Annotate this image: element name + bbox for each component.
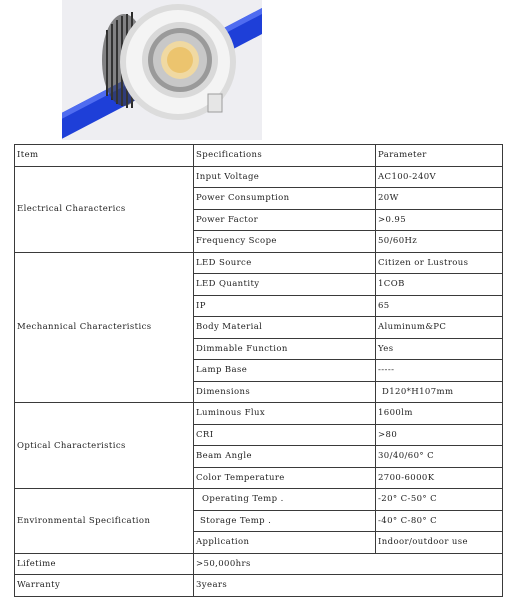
param-cell: ----- [376, 360, 503, 382]
spec-cell: IP [194, 295, 376, 317]
param-cell: -20° C-50° C [376, 489, 503, 511]
table-row [15, 489, 503, 511]
param-cell: 50/60Hz [376, 231, 503, 253]
header-item: Item [15, 145, 194, 167]
category-electrical: Electrical Characterics [15, 166, 194, 252]
param-cell: Indoor/outdoor use [376, 532, 503, 554]
param-cell: -40° C-80° C [376, 510, 503, 532]
table-row [15, 553, 503, 575]
downlight-icon [62, 0, 262, 140]
param-cell: 30/40/60° C [376, 446, 503, 468]
spec-cell: Luminous Flux [194, 403, 376, 425]
table-header-row [15, 145, 503, 167]
param-cell: 1600lm [376, 403, 503, 425]
spec-cell: CRI [194, 424, 376, 446]
warranty-label: Warranty [15, 575, 194, 597]
spec-cell: LED Quantity [194, 274, 376, 296]
spec-cell: Body Material [194, 317, 376, 339]
spec-cell: LED Source [194, 252, 376, 274]
spec-cell: Storage Temp . [194, 510, 376, 532]
param-cell: Citizen or Lustrous [376, 252, 503, 274]
header-specifications: Specifications [194, 145, 376, 167]
param-cell: 1COB [376, 274, 503, 296]
table-row [15, 403, 503, 425]
spec-cell: Operating Temp . [194, 489, 376, 511]
warranty-value: 3years [194, 575, 503, 597]
param-cell: Yes [376, 338, 503, 360]
lifetime-value: >50,000hrs [194, 553, 503, 575]
param-cell: Aluminum&PC [376, 317, 503, 339]
param-cell: D120*H107mm [376, 381, 503, 403]
table-row [15, 252, 503, 274]
table-row [15, 166, 503, 188]
spec-cell: Application [194, 532, 376, 554]
param-cell: >80 [376, 424, 503, 446]
spec-cell: Lamp Base [194, 360, 376, 382]
spec-cell: Beam Angle [194, 446, 376, 468]
param-cell: 65 [376, 295, 503, 317]
param-cell: 2700-6000K [376, 467, 503, 489]
spec-cell: Dimensions [194, 381, 376, 403]
param-cell: AC100-240V [376, 166, 503, 188]
param-cell: >0.95 [376, 209, 503, 231]
lifetime-label: Lifetime [15, 553, 194, 575]
spec-cell: Power Consumption [194, 188, 376, 210]
product-photo [62, 0, 262, 140]
spec-cell: Dimmable Function [194, 338, 376, 360]
spec-cell: Frequency Scope [194, 231, 376, 253]
category-optical: Optical Characteristics [15, 403, 194, 489]
header-parameter: Parameter [376, 145, 503, 167]
spec-cell: Input Voltage [194, 166, 376, 188]
category-mechanical: Mechannical Characteristics [15, 252, 194, 403]
table-row [15, 575, 503, 597]
spec-cell: Power Factor [194, 209, 376, 231]
category-environmental: Environmental Specification [15, 489, 194, 554]
spec-table [14, 144, 503, 597]
param-cell: 20W [376, 188, 503, 210]
spec-cell: Color Temperature [194, 467, 376, 489]
